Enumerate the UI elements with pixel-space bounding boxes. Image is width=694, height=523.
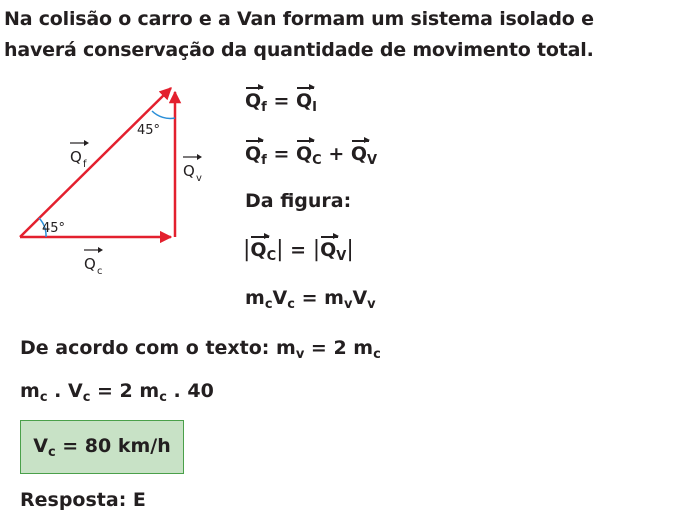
result-v: V [33, 434, 48, 457]
eq1-lhs-sub: f [261, 100, 267, 115]
angle-arc-top [152, 111, 175, 118]
intro-line-2: haverá conservação da quantidade de movimento total. [4, 39, 594, 61]
eq3-bar-4: | [346, 237, 354, 262]
calc-s3: c [159, 390, 167, 405]
eq2-b-sub: V [367, 153, 378, 168]
eq1-lhs: Q [245, 90, 262, 112]
result-rest: = 80 km/h [55, 434, 171, 457]
intro-paragraph [4, 4, 594, 66]
eq4-m2: m [324, 287, 344, 309]
result-sub: c [47, 444, 56, 460]
text-relation-line [20, 337, 381, 362]
text-line-sub2: c [373, 347, 381, 362]
svg-text:Q: Q [183, 162, 195, 180]
calc-p4: . 40 [166, 380, 214, 402]
eq3-bar-2: | [276, 237, 284, 262]
answer-line: Resposta: E [20, 489, 146, 511]
eq3-b-sub: V [336, 249, 347, 264]
svg-text:Q: Q [84, 255, 96, 273]
calc-s2: c [82, 390, 91, 405]
svg-text:c: c [97, 266, 103, 277]
text-line-middle: = 2 m [304, 337, 374, 359]
vector-triangle-figure [0, 70, 240, 285]
eq4-v1-sub: c [287, 297, 295, 312]
calc-p1: m [20, 380, 40, 402]
eq4-m1: m [245, 287, 265, 309]
result-box [20, 420, 184, 474]
eq2-plus: + [328, 143, 345, 165]
equation-qf-equals-qi [245, 90, 317, 115]
eq4-op: = [301, 287, 318, 309]
eq3-a: Q [250, 239, 267, 261]
text-line-prefix: De acordo com o texto: m [20, 337, 296, 359]
eq4-m2-sub: v [343, 297, 353, 312]
calc-p2: . V [47, 380, 83, 402]
da-figura-label: Da figura: [245, 190, 352, 212]
equation-momentum [245, 287, 376, 312]
text-line-sub1: v [295, 347, 305, 362]
eq4-m1-sub: c [264, 297, 273, 312]
svg-text:v: v [196, 173, 202, 184]
eq2-op: = [273, 143, 290, 165]
eq1-rhs-sub: I [312, 100, 317, 115]
eq1-rhs: Q [295, 90, 313, 112]
eq4-v2: V [352, 287, 368, 309]
equation-qf-sum [245, 143, 377, 168]
equation-magnitudes [243, 237, 354, 264]
eq4-v1: V [272, 287, 288, 309]
eq3-op: = [290, 239, 307, 261]
eq3-bar-1: | [243, 237, 251, 262]
label-qf [70, 140, 89, 170]
eq2-lhs-sub: f [261, 153, 267, 168]
angle-label-top: 45° [137, 123, 161, 138]
eq3-bar-3: | [312, 237, 321, 262]
eq2-b: Q [350, 143, 368, 165]
calc-s1: c [39, 390, 48, 405]
svg-text:f: f [83, 159, 87, 170]
eq3-b: Q [320, 239, 337, 261]
eq2-a-sub: C [312, 153, 322, 168]
intro-line-1: Na colisão o carro e a Van formam um sistema isolado e [4, 8, 594, 30]
eq3-a-sub: C [266, 249, 277, 264]
label-qv [183, 154, 202, 184]
eq2-a: Q [295, 143, 313, 165]
vector-qf-arrow [20, 88, 171, 237]
eq1-op: = [273, 90, 290, 112]
svg-text:Q: Q [70, 148, 82, 166]
angle-label-left: 45° [42, 221, 66, 236]
calculation-line [20, 380, 214, 405]
result-text [33, 435, 171, 460]
eq2-lhs: Q [245, 143, 262, 165]
eq4-v2-sub: v [367, 297, 376, 312]
calc-p3: = 2 m [90, 380, 160, 402]
label-qc [84, 247, 103, 277]
